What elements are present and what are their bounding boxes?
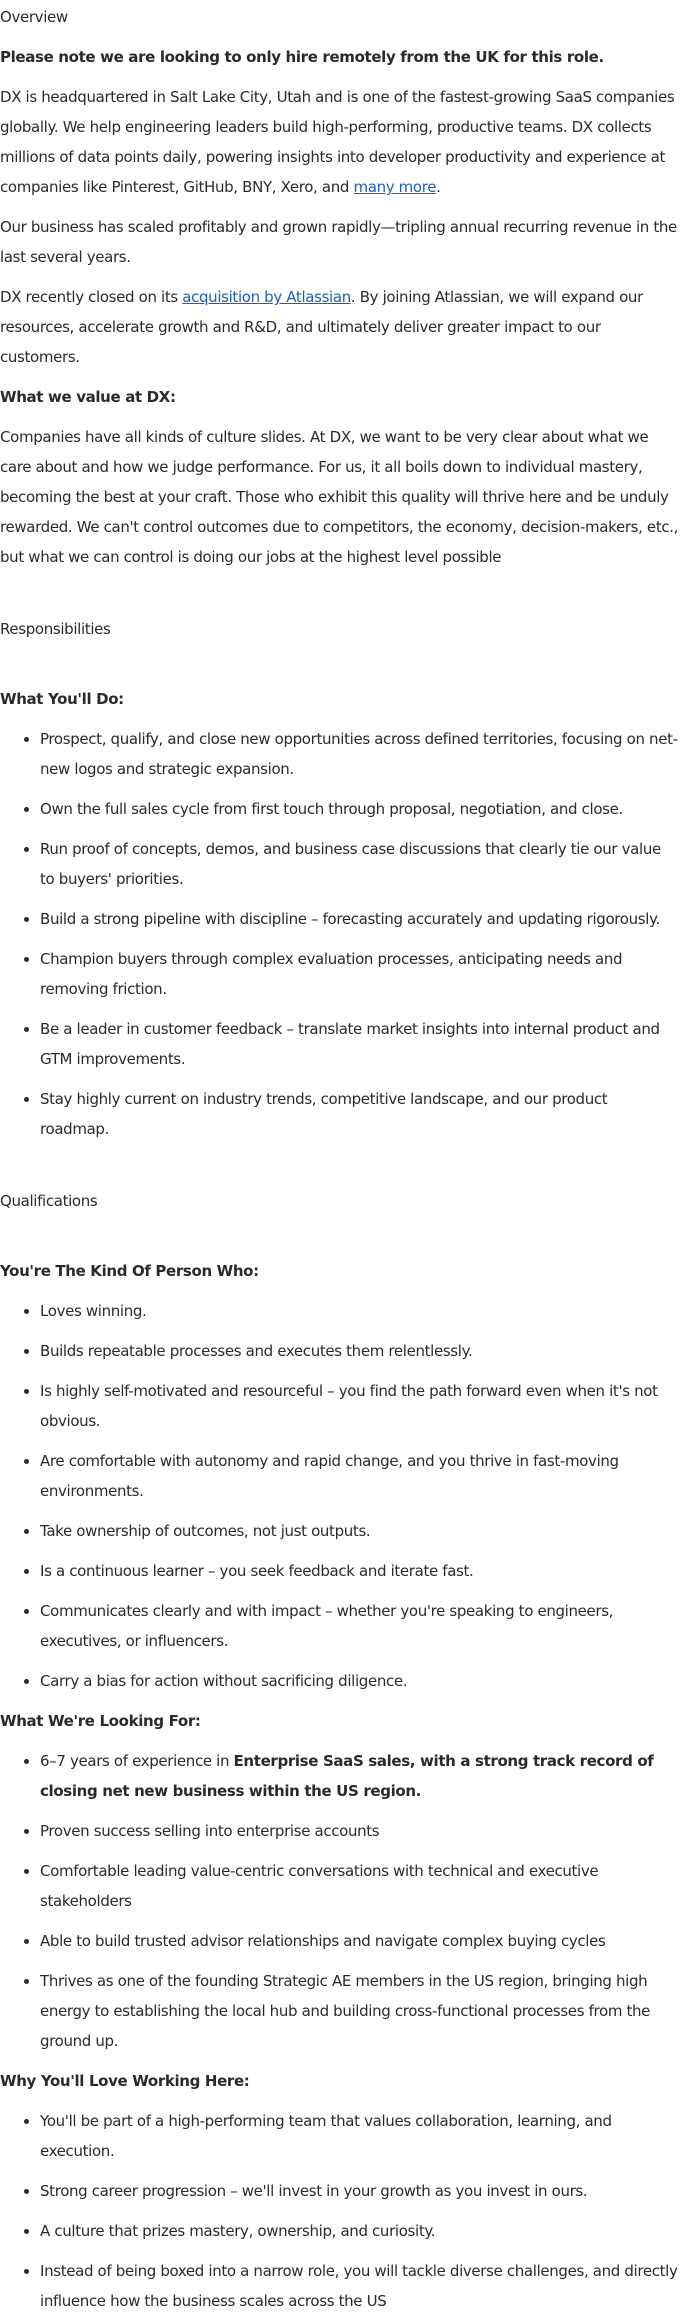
list-item: • Proven success selling into enterprise accounts [40, 1816, 683, 1846]
list-item [40, 1746, 683, 1806]
experience-bold: Enterprise SaaS sales, with a strong track record of closing net new business within the US region. [40, 1752, 654, 1800]
list-item: • Is a continuous learner – you seek feedback and iterate fast. [40, 1556, 683, 1586]
love-working-heading: Why You'll Love Working Here: [0, 2072, 250, 2090]
looking-for-list [0, 1746, 683, 2056]
responsibilities-list [0, 724, 683, 1144]
overview-p1-text: DX is headquartered in Salt Lake City, Utah and is one of the fastest-growing SaaS companies globally. We help engineering leaders build high-performing, productive teams. DX collects millions of data points daily, powering insights into developer productivity and experience at companies like Pinterest, GitHub, BNY, Xero, and [0, 88, 675, 196]
overview-p3-start: DX recently closed on its [0, 288, 183, 306]
list-item: • Instead of being boxed into a narrow role, you will tackle diverse challenges, and directly influence how the business scales across the US [40, 2256, 683, 2316]
list-item: • Build a strong pipeline with discipline – forecasting accurately and updating rigorously. [40, 904, 683, 934]
list-item: • You'll be part of a high-performing team that values collaboration, learning, and execution. [40, 2106, 683, 2166]
list-item: • Strong career progression – we'll invest in your growth as you invest in ours. [40, 2176, 683, 2206]
values-heading: What we value at DX: [0, 388, 176, 406]
overview-heading: Overview [0, 8, 68, 26]
looking-for-heading: What We're Looking For: [0, 1712, 201, 1730]
list-item: • Be a leader in customer feedback – translate market insights into internal product and GTM improvements. [40, 1014, 683, 1074]
list-item: • Builds repeatable processes and executes them relentlessly. [40, 1336, 683, 1366]
list-item: • Communicates clearly and with impact – whether you're speaking to engineers, executives, or influencers. [40, 1596, 683, 1656]
qualifications-heading: Qualifications [0, 1192, 98, 1210]
list-item: • A culture that prizes mastery, ownership, and curiosity. [40, 2216, 683, 2246]
kind-of-person-heading: You're The Kind Of Person Who: [0, 1262, 259, 1280]
overview-paragraph-3 [0, 282, 683, 372]
list-item: • Stay highly current on industry trends, competitive landscape, and our product roadmap. [40, 1084, 683, 1144]
list-item: • Champion buyers through complex evaluation processes, anticipating needs and removing friction. [40, 944, 683, 1004]
experience-plain: 6–7 years of experience in [40, 1752, 234, 1770]
what-youll-do-heading: What You'll Do: [0, 690, 124, 708]
love-working-list [0, 2106, 683, 2316]
list-item: • Take ownership of outcomes, not just outputs. [40, 1516, 683, 1546]
list-item: • Comfortable leading value-centric conversations with technical and executive stakeholders [40, 1856, 683, 1916]
list-item: • Is highly self-motivated and resourceful – you find the path forward even when it's not obvious. [40, 1376, 683, 1436]
kind-of-person-list [0, 1296, 683, 1696]
list-item: • Thrives as one of the founding Strategic AE members in the US region, bringing high energy to establishing the local hub and building cross-functional processes from the ground up. [40, 1966, 683, 2056]
remote-note: Please note we are looking to only hire remotely from the UK for this role. [0, 48, 604, 66]
list-item: • Loves winning. [40, 1296, 683, 1326]
list-item: • Able to build trusted advisor relationships and navigate complex buying cycles [40, 1926, 683, 1956]
values-paragraph: Companies have all kinds of culture slides. At DX, we want to be very clear about what we care about and how we judge performance. For us, it all boils down to individual mastery, becoming the best at your craft. Those who exhibit this quality will thrive here and be unduly rewarded. We can't control outcomes due to competitors, the economy, decision-makers, etc., but what we can control is doing our jobs at the highest level possible [0, 428, 679, 566]
list-item: • Are comfortable with autonomy and rapid change, and you thrive in fast-moving environments. [40, 1446, 683, 1506]
overview-p3-end: . By joining Atlassian, we will expand our resources, accelerate growth and R&D, and ultimately deliver greater impact to our customers. [0, 288, 643, 366]
overview-paragraph-2: Our business has scaled profitably and grown rapidly—tripling annual recurring revenue in the last several years. [0, 218, 677, 266]
list-item: • Prospect, qualify, and close new opportunities across defined territories, focusing on net-new logos and strategic expansion. [40, 724, 683, 784]
overview-paragraph-1 [0, 82, 683, 202]
list-item: • Own the full sales cycle from first touch through proposal, negotiation, and close. [40, 794, 683, 824]
list-item: • Carry a bias for action without sacrificing diligence. [40, 1666, 683, 1696]
overview-p1-end: . [436, 178, 441, 196]
responsibilities-heading: Responsibilities [0, 620, 111, 638]
many-more-link[interactable]: many more [353, 178, 437, 196]
list-item: • Run proof of concepts, demos, and business case discussions that clearly tie our value to buyers' priorities. [40, 834, 683, 894]
atlassian-acquisition-link[interactable]: acquisition by Atlassian [182, 288, 351, 306]
